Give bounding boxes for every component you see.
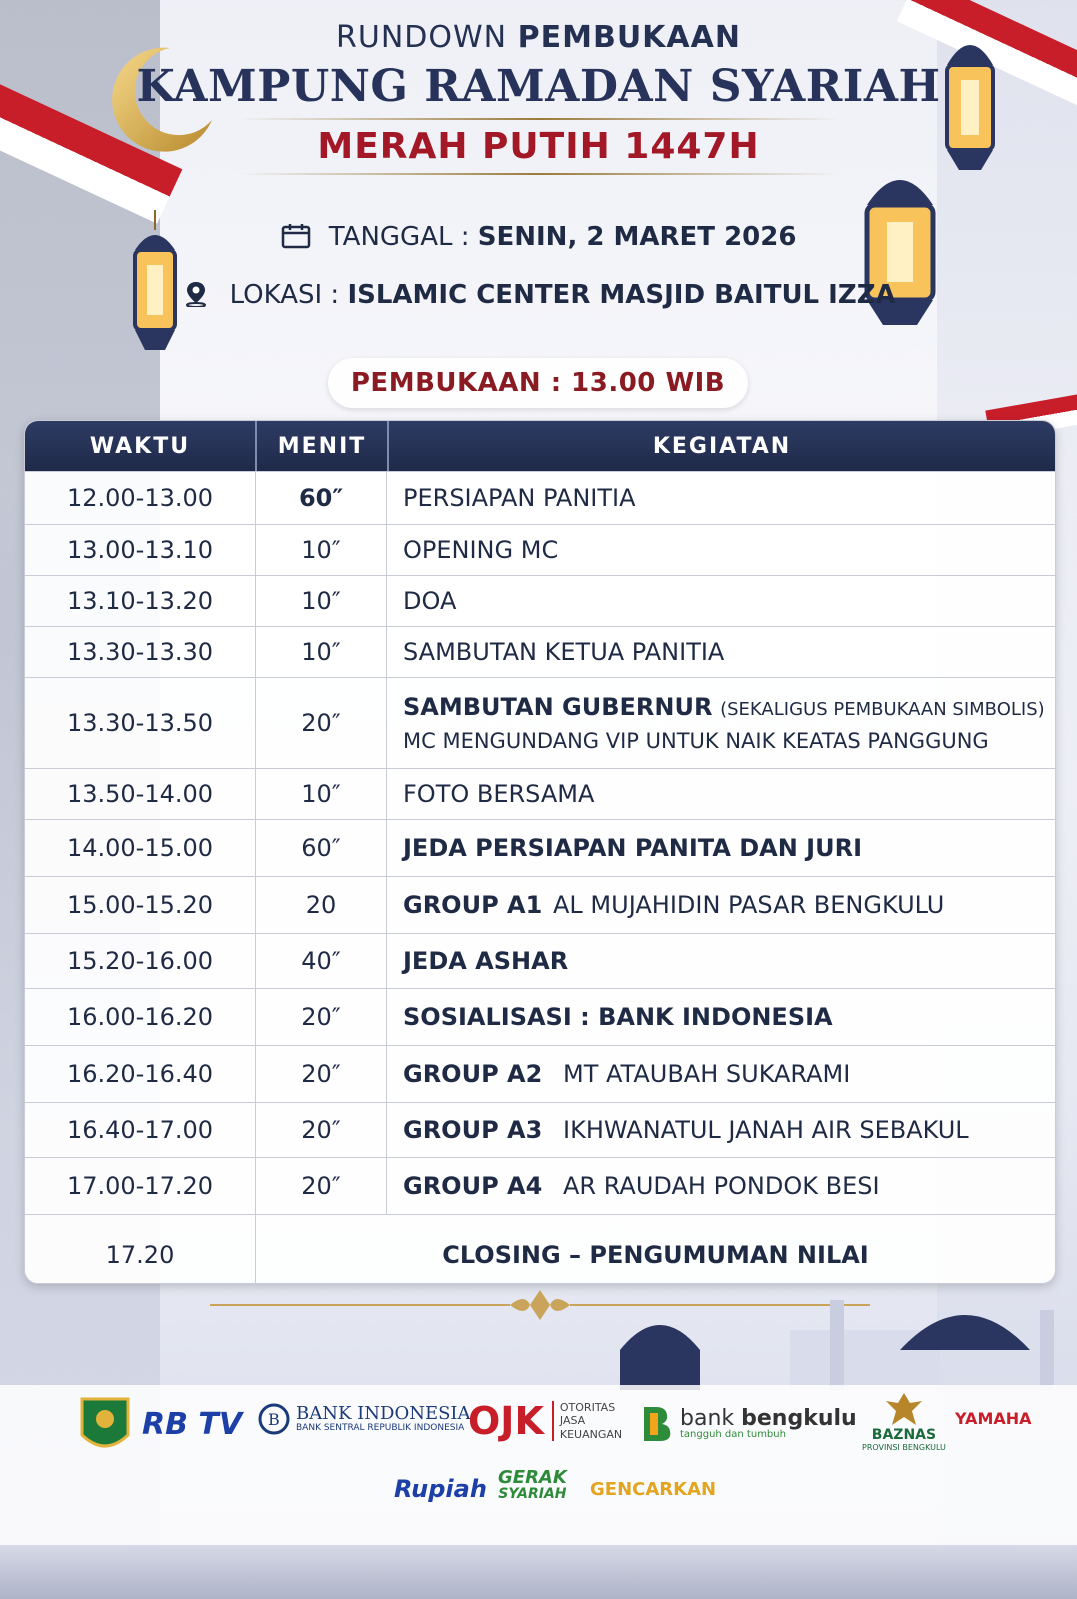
row-minutes: 10″ (256, 576, 387, 626)
row-minutes: 10″ (256, 769, 387, 819)
bottom-strip (0, 1545, 1077, 1599)
location-value: ISLAMIC CENTER MASJID BAITUL IZZA (347, 280, 896, 310)
baznas-name: BAZNAS (871, 1427, 937, 1443)
row-time: 12.00-13.00 (25, 472, 256, 524)
table-row (25, 988, 1055, 1045)
ojk-line-2: JASA (559, 1414, 586, 1428)
bank-bengkulu-a: bank (680, 1406, 735, 1432)
location-line (0, 280, 1077, 310)
row-group: GROUP A1 (403, 891, 543, 919)
header-kegiatan: KEGIATAN (652, 433, 792, 459)
row-activity-b: BANK INDONESIA (598, 1003, 833, 1031)
row-time: 16.20-16.40 (25, 1046, 256, 1102)
ojk-letters: OJK (468, 1399, 544, 1443)
rundown-bold: PEMBUKAAN (517, 20, 741, 55)
date-line (0, 222, 1077, 252)
syariah-text: SYARIAH (498, 1486, 567, 1502)
sponsor-strip (0, 1385, 1077, 1545)
baznas-logo (862, 1391, 946, 1452)
calendar-icon (281, 223, 311, 249)
mosque-illustration (600, 1290, 1077, 1390)
garuda-icon (884, 1391, 924, 1427)
rupiah-text: Rupiah (394, 1475, 487, 1503)
row-activity: AR RAUDAH PONDOK BESI (563, 1172, 880, 1200)
row-time: 13.30-13.50 (25, 678, 256, 768)
event-title: KAMPUNG RAMADAN SYARIAH (136, 61, 941, 112)
row-group: GROUP A2 (403, 1060, 543, 1088)
rbtv-logo (142, 1407, 242, 1442)
baznas-sub: PROVINSI BENGKULU (862, 1443, 946, 1452)
date-value: SENIN, 2 MARET 2026 (477, 222, 797, 252)
table-header (25, 421, 1055, 471)
row-activity: MT ATAUBAH SUKARAMI (563, 1060, 851, 1088)
table-row (25, 1214, 1055, 1284)
row-activity-note: (SEKALIGUS PEMBUKAAN SIMBOLIS) (720, 699, 1045, 720)
ojk-line-1: OTORITAS (559, 1401, 616, 1415)
row-activity: AL MUJAHIDIN PASAR BENGKULU (553, 891, 945, 919)
table-row (25, 768, 1055, 819)
event-subtitle: MERAH PUTIH 1447H (317, 126, 760, 167)
row-time: 16.00-16.20 (25, 989, 256, 1045)
row-activity: IKHWANATUL JANAH AIR SEBAKUL (563, 1116, 969, 1144)
table-row (25, 819, 1055, 876)
row-minutes: 20″ (256, 1046, 387, 1102)
row-time: 17.20 (25, 1215, 256, 1284)
header (0, 20, 1077, 181)
bank-indonesia-name: BANK INDONESIA (296, 1403, 471, 1425)
row-activity-line2: MC MENGUNDANG VIP UNTUK NAIK KEATAS PANGGUNG (403, 729, 989, 753)
table-row (25, 575, 1055, 626)
ojk-logo (468, 1399, 622, 1443)
table-row (25, 1102, 1055, 1157)
location-label: LOKASI : (229, 280, 340, 310)
row-activity: FOTO BERSAMA (403, 780, 595, 808)
gerak-syariah-logo (498, 1469, 567, 1501)
row-time: 13.10-13.20 (25, 576, 256, 626)
bank-bengkulu-tagline: tangguh dan tumbuh (680, 1429, 786, 1441)
table-row (25, 1045, 1055, 1102)
row-group: GROUP A4 (403, 1172, 543, 1200)
bank-indonesia-sub: BANK SENTRAL REPUBLIK INDONESIA (296, 1422, 465, 1433)
row-time: 16.40-17.00 (25, 1103, 256, 1157)
table-row (25, 524, 1055, 575)
row-minutes: 20 (256, 877, 387, 933)
rupiah-logo (394, 1475, 487, 1503)
rundown-table (24, 420, 1056, 1284)
gerak-text: GERAK (498, 1467, 567, 1488)
bank-bengkulu-b: bengkulu (741, 1406, 857, 1432)
yamaha-text: YAMAHA (955, 1409, 1032, 1428)
row-time: 15.00-15.20 (25, 877, 256, 933)
row-time: 13.50-14.00 (25, 769, 256, 819)
row-time: 13.30-13.30 (25, 627, 256, 677)
rundown-heading (0, 20, 1077, 55)
title-divider (239, 118, 839, 120)
row-activity: JEDA PERSIAPAN PANITA DAN JURI (403, 834, 863, 862)
opening-time-badge: PEMBUKAAN : 13.00 WIB (328, 358, 748, 408)
row-activity: DOA (403, 587, 457, 615)
row-minutes: 20″ (256, 678, 387, 768)
row-closing: CLOSING – PENGUMUMAN NILAI (442, 1241, 869, 1269)
rbtv-text: RB TV (142, 1407, 243, 1442)
table-row (25, 626, 1055, 677)
header-menit: MENIT (257, 421, 389, 471)
row-activity: OPENING MC (403, 536, 559, 564)
gencarkan-text: GENCARKAN (590, 1479, 717, 1500)
table-row (25, 876, 1055, 933)
subtitle-divider (239, 173, 839, 175)
row-group: GROUP A3 (403, 1116, 543, 1144)
table-row (25, 933, 1055, 988)
row-time: 13.00-13.10 (25, 525, 256, 575)
row-minutes: 10″ (256, 627, 387, 677)
row-activity: SOSIALISASI : (403, 1003, 590, 1031)
row-minutes: 20″ (256, 989, 387, 1045)
row-time: 15.20-16.00 (25, 934, 256, 988)
rundown-light: RUNDOWN (336, 20, 508, 55)
row-time: 14.00-15.00 (25, 820, 256, 876)
bank-indonesia-logo (258, 1403, 471, 1435)
yamaha-logo (955, 1409, 1032, 1428)
bank-indonesia-icon (258, 1403, 290, 1435)
row-minutes: 20″ (256, 1103, 387, 1157)
location-pin-icon (181, 281, 211, 307)
row-minutes: 20″ (256, 1158, 387, 1214)
gencarkan-logo (590, 1479, 716, 1500)
row-minutes: 40″ (256, 934, 387, 988)
row-activity: SAMBUTAN KETUA PANITIA (403, 638, 725, 666)
table-row (25, 471, 1055, 524)
date-label: TANGGAL : (328, 222, 470, 252)
row-minutes: 60″ (256, 472, 387, 524)
row-activity: PERSIAPAN PANITIA (403, 484, 636, 512)
row-minutes: 10″ (256, 525, 387, 575)
table-row (25, 677, 1055, 768)
bank-bengkulu-icon (640, 1405, 674, 1443)
row-activity: JEDA ASHAR (403, 947, 569, 975)
row-activity: SAMBUTAN GUBERNUR (403, 693, 713, 721)
province-emblem-icon (78, 1395, 132, 1457)
row-time: 17.00-17.20 (25, 1158, 256, 1214)
bank-bengkulu-logo (640, 1405, 857, 1443)
row-minutes: 60″ (256, 820, 387, 876)
svg-text:B: B (268, 1410, 280, 1429)
ojk-line-3: KEUANGAN (559, 1427, 623, 1441)
header-waktu: WAKTU (25, 421, 257, 471)
table-row (25, 1157, 1055, 1214)
